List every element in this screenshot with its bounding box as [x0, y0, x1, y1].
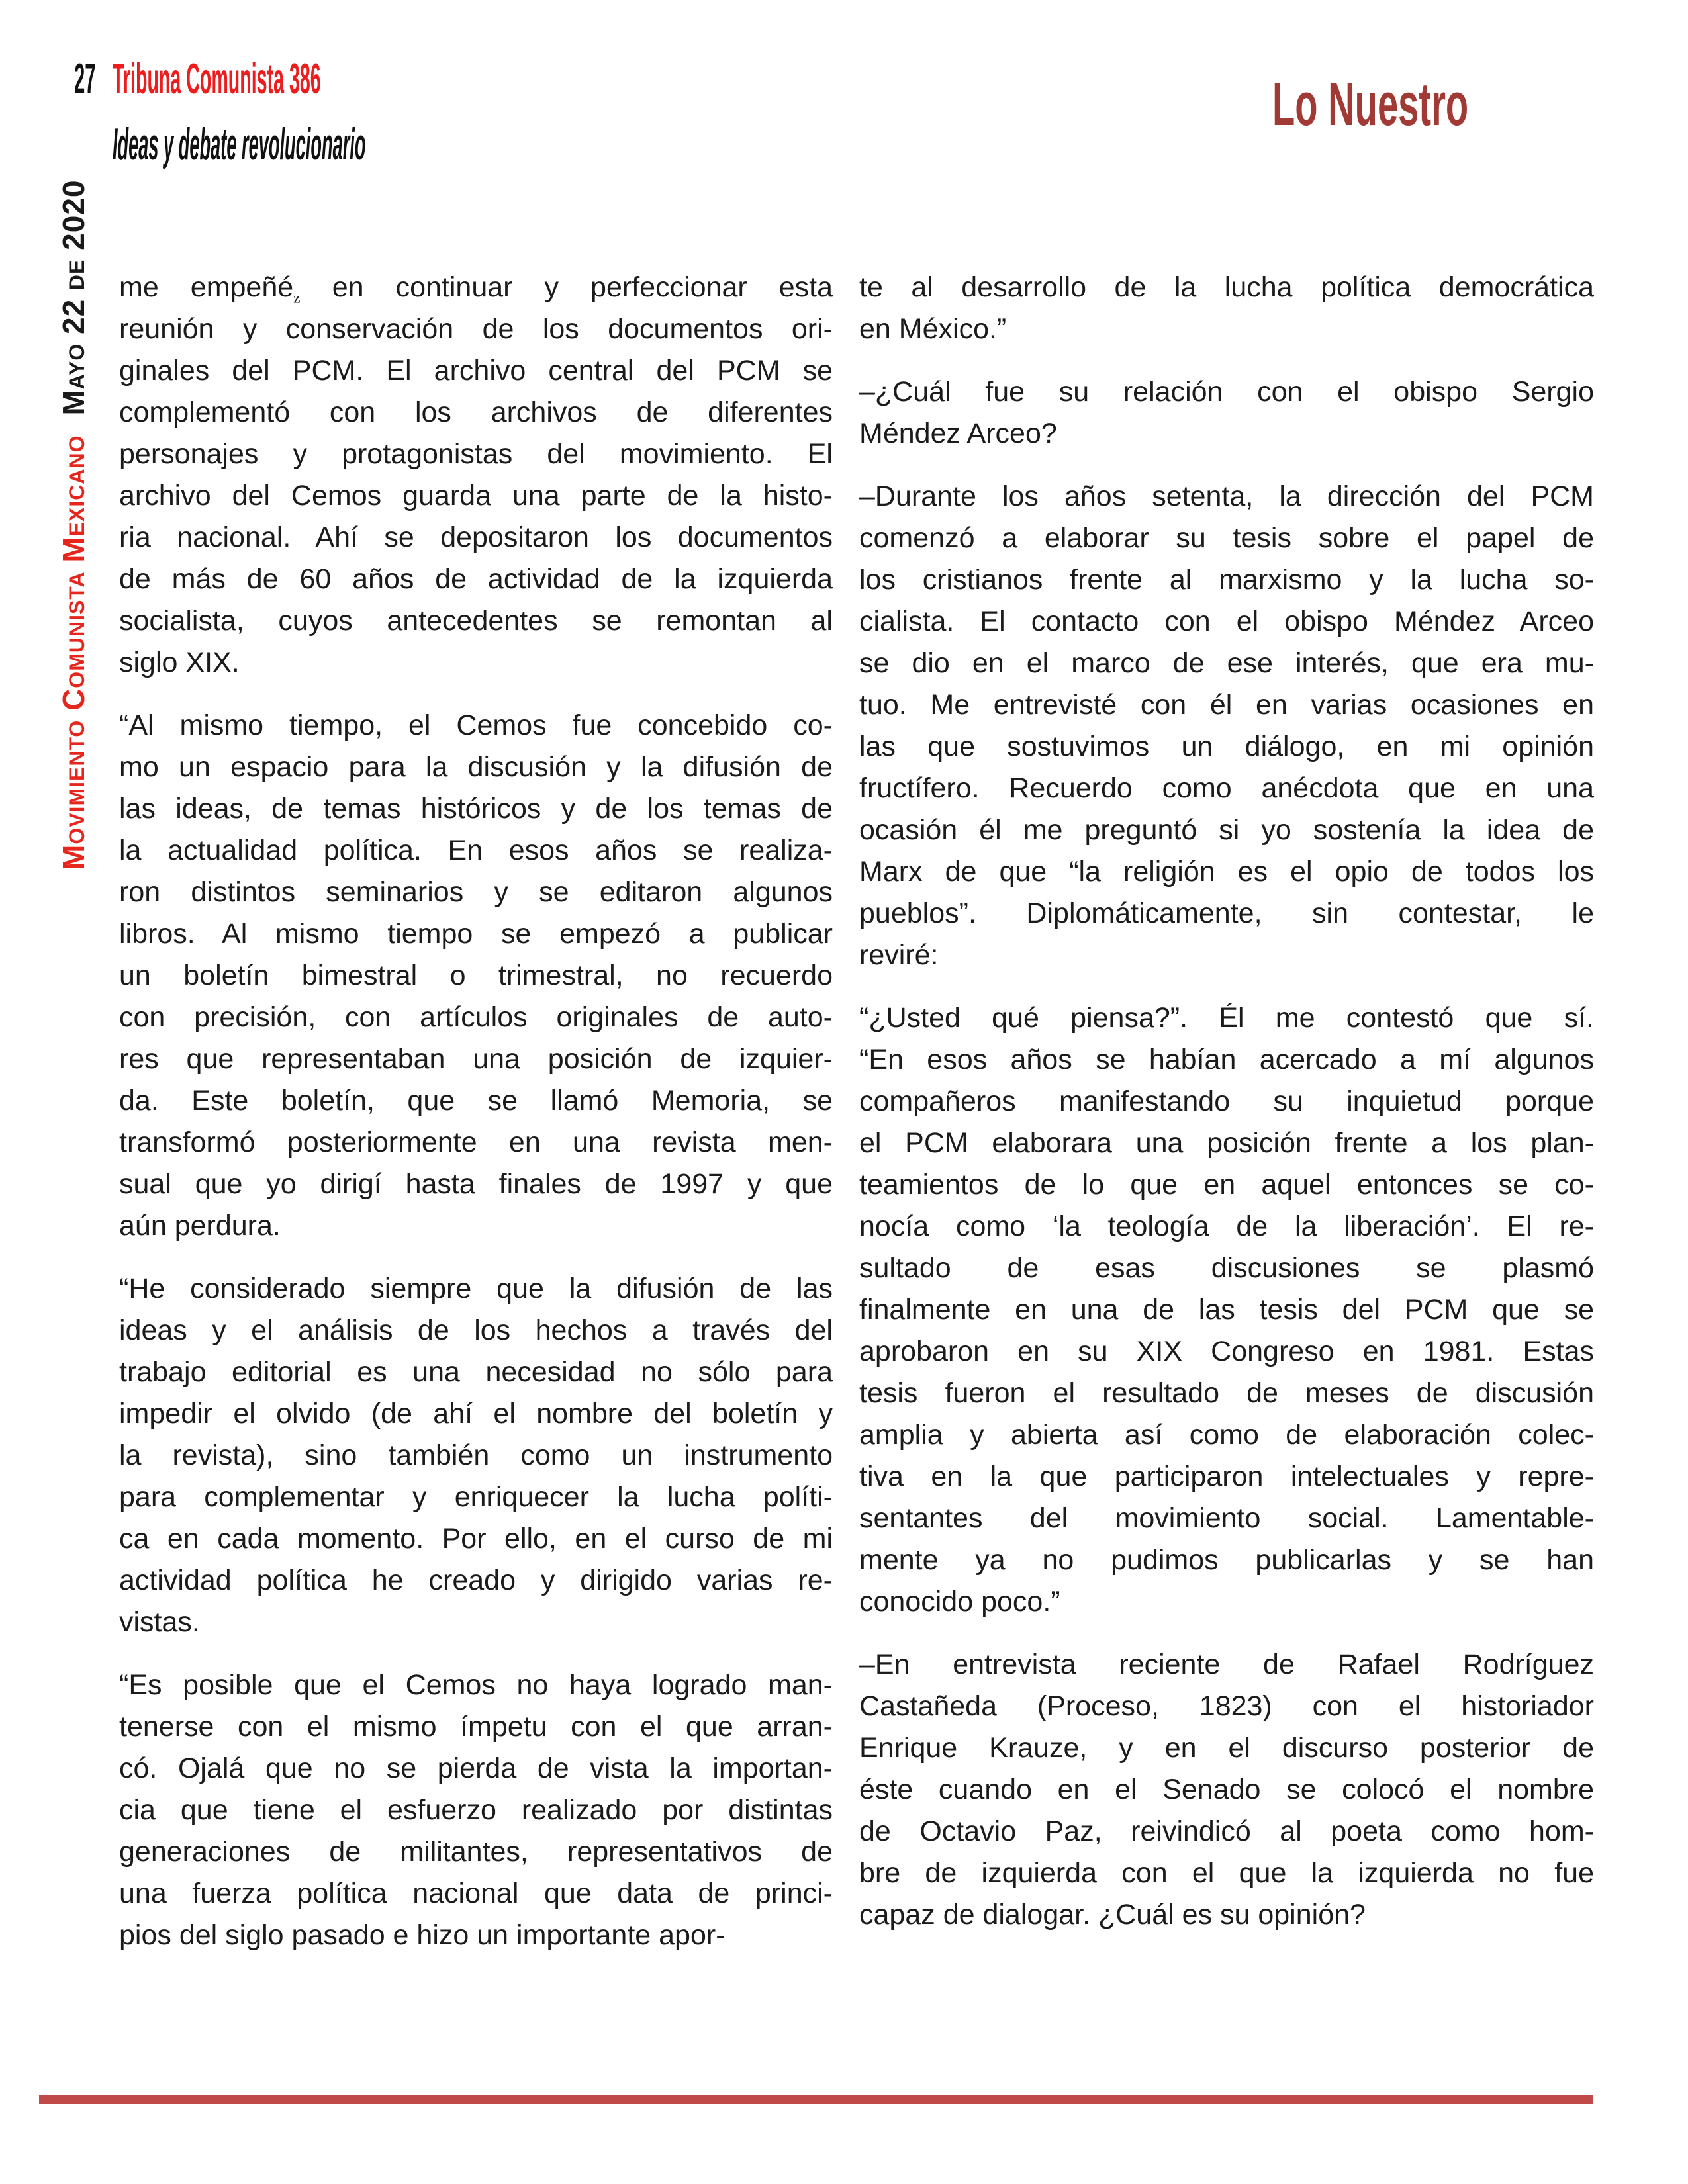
- text-line: “He considerado siempre que la difusión de las: [119, 1273, 833, 1304]
- text-line: –Durante los años setenta, la dirección del PCM: [859, 480, 1594, 512]
- paragraph: [119, 1664, 833, 1956]
- text-line: –En entrevista reciente de Rafael Rodríguez: [859, 1649, 1594, 1680]
- text-line: transformó posteriormente en una revista men-: [119, 1126, 833, 1158]
- text-line: ocasión él me preguntó si yo sostenía la idea de: [859, 814, 1594, 846]
- page-number: 27: [74, 54, 96, 103]
- sidebar-organization: Movimiento Comunista Mexicano: [56, 435, 91, 870]
- text-line: Marx de que “la religión es el opio de todos los: [859, 856, 1594, 887]
- text-line: personajes y protagonistas del movimiento. El: [119, 438, 833, 470]
- text-line: capaz de dialogar. ¿Cuál es su opinión?: [859, 1899, 1366, 1931]
- text-line: actividad política he creado y dirigido varias re-: [119, 1565, 833, 1596]
- text-line: me empeñé$_z$ en continuar y perfeccionar esta: [119, 271, 833, 307]
- text-line: ca en cada momento. Por ello, en el curso de mi: [119, 1523, 833, 1555]
- text-line: Castañeda (Proceso, 1823) con el historiador: [859, 1690, 1594, 1722]
- text-line: las que sostuvimos un diálogo, en mi opinión: [859, 731, 1594, 762]
- text-line: socialista, cuyos antecedentes se remontan al: [119, 605, 833, 637]
- text-line: vistas.: [119, 1606, 200, 1638]
- text-line: ron distintos seminarios y se editaron algunos: [119, 876, 833, 908]
- text-line: una fuerza política nacional que data de princi-: [119, 1878, 833, 1909]
- footer-rule: [39, 2095, 1593, 2104]
- text-line: mo un espacio para la discusión y la difusión de: [119, 751, 833, 783]
- text-line: Méndez Arceo?: [859, 418, 1057, 449]
- text-line: reviré:: [859, 939, 939, 971]
- text-line: nocía como ‘la teología de la liberación’. El re-: [859, 1210, 1594, 1242]
- text-line: res que representaban una posición de izquier-: [119, 1043, 833, 1075]
- text-line: “Al mismo tiempo, el Cemos fue concebido co-: [119, 709, 833, 741]
- text-line: la revista), sino también como un instrumento: [119, 1439, 833, 1471]
- text-line: los cristianos frente al marxismo y la lucha so-: [859, 564, 1594, 596]
- publication-tagline: Ideas y debate revolucionario: [113, 119, 366, 169]
- text-line: generaciones de militantes, representativos de: [119, 1836, 833, 1868]
- text-line: trabajo editorial es una necesidad no sólo para: [119, 1356, 833, 1388]
- text-line: có. Ojalá que no se pierda de vista la importan-: [119, 1752, 833, 1784]
- text-line: reunión y conservación de los documentos ori-: [119, 313, 833, 345]
- text-line: –¿Cuál fue su relación con el obispo Sergio: [859, 376, 1594, 408]
- paragraph: [859, 997, 1594, 1623]
- text-line: un boletín bimestral o trimestral, no recuerdo: [119, 960, 833, 991]
- text-line: para complementar y enriquecer la lucha políti-: [119, 1481, 833, 1513]
- text-line: sentantes del movimiento social. Lamentable-: [859, 1502, 1594, 1534]
- text-line: “En esos años se habían acercado a mí algunos: [859, 1044, 1594, 1075]
- paragraph: [119, 267, 833, 684]
- text-line: compañeros manifestando su inquietud porque: [859, 1085, 1594, 1117]
- text-line: bre de izquierda con el que la izquierda no fue: [859, 1857, 1594, 1889]
- text-line: aún perdura.: [119, 1210, 281, 1242]
- text-line: siglo XIX.: [119, 647, 240, 678]
- text-line: libros. Al mismo tiempo se empezó a publicar: [119, 918, 833, 950]
- text-line: impedir el olvido (de ahí el nombre del boletín y: [119, 1398, 833, 1430]
- section-title: Lo Nuestro: [1272, 71, 1469, 138]
- text-line: las ideas, de temas históricos y de los temas de: [119, 793, 833, 825]
- column-left: [119, 267, 833, 1978]
- text-line: tiva en la que participaron intelectuales y repre-: [859, 1461, 1594, 1492]
- text-line: de Octavio Paz, reivindicó al poeta como hom-: [859, 1815, 1594, 1847]
- text-line: “Es posible que el Cemos no haya logrado man-: [119, 1669, 833, 1701]
- text-line: da. Este boletín, que se llamó Memoria, se: [119, 1085, 833, 1116]
- text-line: ginales del PCM. El archivo central del PCM se: [119, 355, 833, 387]
- text-line: cia que tiene el esfuerzo realizado por distintas: [119, 1794, 833, 1826]
- text-line: comenzó a elaborar su tesis sobre el papel de: [859, 522, 1594, 554]
- paragraph: [859, 476, 1594, 976]
- text-line: la actualidad política. En esos años se realiza-: [119, 835, 833, 866]
- paragraph: [859, 267, 1594, 350]
- column-right: [859, 267, 1594, 1957]
- text-line: complementó con los archivos de diferentes: [119, 396, 833, 428]
- text-line: con precisión, con artículos originales de auto-: [119, 1001, 833, 1033]
- text-line: tuo. Me entrevisté con él en varias ocasiones en: [859, 689, 1594, 721]
- paragraph: [119, 705, 833, 1247]
- text-line: ria nacional. Ahí se depositaron los documentos: [119, 522, 833, 553]
- text-line: se dio en el marco de ese interés, que era mu-: [859, 647, 1594, 679]
- publication-title: Tribuna Comunista 386: [113, 54, 321, 103]
- text-line: ideas y el análisis de los hechos a través del: [119, 1314, 833, 1346]
- text-line: tesis fueron el resultado de meses de discusión: [859, 1377, 1594, 1409]
- text-line: amplia y abierta así como de elaboración colec-: [859, 1419, 1594, 1451]
- sidebar-date: Mayo 22 de 2020: [56, 179, 91, 416]
- paragraph: [119, 1268, 833, 1643]
- text-line: “¿Usted qué piensa?”. Él me contestó que sí.: [859, 1002, 1594, 1034]
- text-line: finalmente en una de las tesis del PCM que se: [859, 1294, 1594, 1326]
- text-line: pios del siglo pasado e hizo un importante apor-: [119, 1919, 726, 1951]
- text-line: cialista. El contacto con el obispo Méndez Arceo: [859, 606, 1594, 637]
- text-line: mente ya no pudimos publicarlas y se han: [859, 1544, 1594, 1576]
- text-line: éste cuando en el Senado se colocó el nombre: [859, 1774, 1594, 1805]
- text-line: en México.”: [859, 313, 1007, 345]
- text-line: de más de 60 años de actividad de la izquierda: [119, 563, 833, 595]
- text-line: el PCM elaborara una posición frente a los plan-: [859, 1127, 1594, 1159]
- text-line: conocido poco.”: [859, 1586, 1060, 1617]
- text-line: Enrique Krauze, y en el discurso posterior de: [859, 1732, 1594, 1764]
- text-line: pueblos”. Diplomáticamente, sin contestar, le: [859, 897, 1594, 929]
- text-line: sual que yo dirigí hasta finales de 1997 y que: [119, 1168, 833, 1200]
- text-line: sultado de esas discusiones se plasmó: [859, 1252, 1594, 1284]
- text-line: archivo del Cemos guarda una parte de la histo-: [119, 480, 833, 512]
- text-line: tenerse con el mismo ímpetu con el que arran-: [119, 1711, 833, 1743]
- text-line: te al desarrollo de la lucha política democrática: [859, 271, 1594, 303]
- text-line: teamientos de lo que en aquel entonces se co-: [859, 1169, 1594, 1201]
- vertical-sidebar: [56, 179, 91, 870]
- paragraph: [859, 1644, 1594, 1936]
- text-line: fructífero. Recuerdo como anécdota que en una: [859, 772, 1594, 804]
- paragraph: [859, 371, 1594, 455]
- text-line: aprobaron en su XIX Congreso en 1981. Estas: [859, 1336, 1594, 1367]
